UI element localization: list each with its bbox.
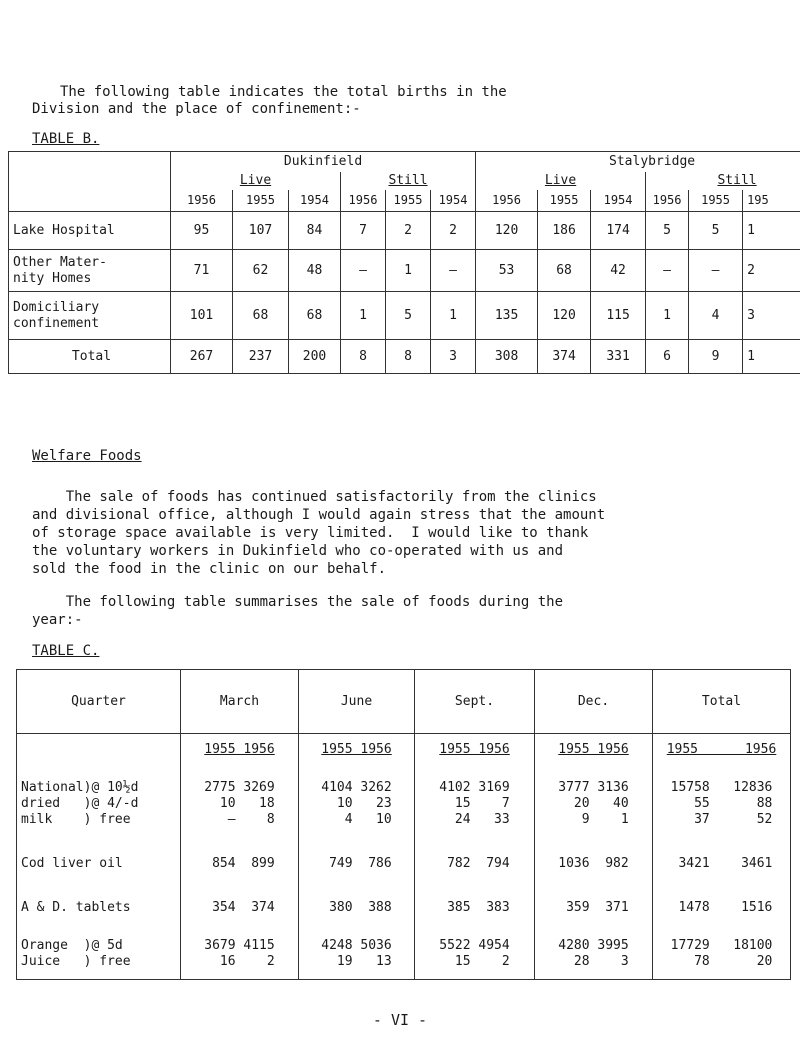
table-b-cell: 174 <box>591 212 646 250</box>
table-b-row-label: Domiciliary confinement <box>9 292 171 340</box>
welfare-para-1-line: sold the food in the clinic on our behalf. <box>32 561 387 577</box>
page-number: - VI - <box>372 1011 428 1029</box>
table-c-row-label: A & D. tablets <box>17 886 181 930</box>
table-b-cell: 71 <box>171 250 233 292</box>
table-b-wrapper <box>8 151 800 415</box>
welfare-para-1-line: and divisional office, although I would again stress that the amount <box>32 507 606 523</box>
table-c-cell-dec: 3777 3136 20 40 9 1 <box>535 766 653 842</box>
table-b-cell: 1 <box>341 292 386 340</box>
table-b-cell: 62 <box>233 250 289 292</box>
table-c-caption: TABLE C. <box>32 643 100 659</box>
table-b-cell: 4 <box>689 292 743 340</box>
dukinfield-still-header: Still <box>341 172 476 190</box>
table-b <box>8 151 800 374</box>
table-c-cell-dec: 4280 3995 28 3 <box>535 930 653 980</box>
table-b-row-label: Lake Hospital <box>9 212 171 250</box>
table-b-row <box>9 292 800 340</box>
table-b-row-label: Other Mater- nity Homes <box>9 250 171 292</box>
table-c-cell-dec: 359 371 <box>535 886 653 930</box>
welfare-para-2-line: year:- <box>32 612 83 628</box>
table-b-cell: 120 <box>538 292 591 340</box>
dukinfield-live-header: Live <box>171 172 341 190</box>
year-header: 1955 <box>386 190 431 212</box>
welfare-para-1-line: the voluntary workers in Dukinfield who co-operated with us and <box>32 543 564 559</box>
year-pair-total <box>653 734 791 766</box>
table-b-row <box>9 340 800 374</box>
table-b-cell: 7 <box>341 212 386 250</box>
table-c-cell-june: 380 388 <box>299 886 415 930</box>
table-c-row <box>17 842 791 886</box>
table-c-cell-march: 354 374 <box>181 886 299 930</box>
table-b-cell: 1 <box>431 292 476 340</box>
table-c <box>16 669 791 980</box>
welfare-para-2-line: The following table summarises the sale of foods during the <box>32 594 564 610</box>
table-b-cell: 200 <box>289 340 341 374</box>
table-c-cell-sept: 782 794 <box>415 842 535 886</box>
table-c-row-label: Cod liver oil <box>17 842 181 886</box>
welfare-para-1-line: The sale of foods has continued satisfactorily from the clinics <box>32 489 597 505</box>
table-b-cell: 331 <box>591 340 646 374</box>
table-b-cell: 5 <box>646 212 689 250</box>
table-c-cell-total: 17729 18100 78 20 <box>653 930 791 980</box>
year-header: 1955 <box>689 190 743 212</box>
table-b-row <box>9 250 800 292</box>
welfare-heading: Welfare Foods <box>32 448 142 464</box>
table-b-row <box>9 212 800 250</box>
table-c-row-label: Orange )@ 5d Juice ) free <box>17 930 181 980</box>
year-header: 195 <box>743 190 800 212</box>
table-b-cell: 9 <box>689 340 743 374</box>
table-b-cell: 2 <box>386 212 431 250</box>
table-b-cell: 267 <box>171 340 233 374</box>
table-c-row <box>17 766 791 842</box>
table-b-cell: 6 <box>646 340 689 374</box>
table-c-cell-june: 4104 3262 10 23 4 10 <box>299 766 415 842</box>
table-b-cell: 68 <box>233 292 289 340</box>
table-c-cell-march: 3679 4115 16 2 <box>181 930 299 980</box>
table-c-cell-sept: 385 383 <box>415 886 535 930</box>
table-b-cell: 53 <box>476 250 538 292</box>
table-b-row-label: Total <box>9 340 171 374</box>
table-b-cell: 8 <box>386 340 431 374</box>
table-c-cell-march: 2775 3269 10 18 – 8 <box>181 766 299 842</box>
year-pair-march: 1955 1956 <box>181 734 299 766</box>
table-c-cell-total: 1478 1516 <box>653 886 791 930</box>
table-b-cell: 1 <box>743 212 800 250</box>
table-b-corner <box>9 152 171 212</box>
stalybridge-live-header: Live <box>476 172 646 190</box>
total-year-1956: 1956 <box>744 742 777 758</box>
table-b-cell: 135 <box>476 292 538 340</box>
table-c-row-label: National)@ 10½d dried )@ 4/-d milk ) free <box>17 766 181 842</box>
table-c-cell-sept: 5522 4954 15 2 <box>415 930 535 980</box>
table-b-cell: 374 <box>538 340 591 374</box>
year-header: 1955 <box>233 190 289 212</box>
year-pair-june: 1955 1956 <box>299 734 415 766</box>
table-b-cell: 2 <box>743 250 800 292</box>
table-c-cell-june: 749 786 <box>299 842 415 886</box>
table-b-cell: 3 <box>743 292 800 340</box>
stalybridge-still-header: Still <box>646 172 800 190</box>
year-header: 1956 <box>476 190 538 212</box>
sept-header: Sept. <box>415 670 535 734</box>
dec-header: Dec. <box>535 670 653 734</box>
table-b-cell: 5 <box>386 292 431 340</box>
year-header: 1956 <box>646 190 689 212</box>
table-c-row <box>17 886 791 930</box>
table-c-cell-sept: 4102 3169 15 7 24 33 <box>415 766 535 842</box>
year-pair-sept: 1955 1956 <box>415 734 535 766</box>
year-header: 1954 <box>289 190 341 212</box>
table-b-cell: 186 <box>538 212 591 250</box>
table-b-cell: 120 <box>476 212 538 250</box>
year-pair-dec: 1955 1956 <box>535 734 653 766</box>
table-c-cell-total: 15758 12836 55 88 37 52 <box>653 766 791 842</box>
year-header: 1954 <box>591 190 646 212</box>
table-b-cell: 84 <box>289 212 341 250</box>
table-b-cell: 237 <box>233 340 289 374</box>
quarter-header: Quarter <box>17 670 181 734</box>
table-b-cell: 1 <box>386 250 431 292</box>
table-c-cell-june: 4248 5036 19 13 <box>299 930 415 980</box>
table-b-cell: 1 <box>743 340 800 374</box>
year-header: 1956 <box>341 190 386 212</box>
table-b-cell: 68 <box>538 250 591 292</box>
table-b-cell: 68 <box>289 292 341 340</box>
year-header: 1956 <box>171 190 233 212</box>
welfare-para-1-line: of storage space available is very limited. I would like to thank <box>32 525 589 541</box>
table-b-cell: 2 <box>431 212 476 250</box>
table-b-cell: – <box>689 250 743 292</box>
table-c-cell-total: 3421 3461 <box>653 842 791 886</box>
table-c-cell-march: 854 899 <box>181 842 299 886</box>
table-b-cell: 308 <box>476 340 538 374</box>
table-b-cell: 42 <box>591 250 646 292</box>
intro-line-2: Division and the place of confinement:- <box>32 101 361 117</box>
table-c-cell-dec: 1036 982 <box>535 842 653 886</box>
table-b-cell: 3 <box>431 340 476 374</box>
table-b-cell: – <box>341 250 386 292</box>
table-b-cell: 48 <box>289 250 341 292</box>
table-b-cell: 1 <box>646 292 689 340</box>
table-c-row <box>17 930 791 980</box>
dukinfield-header: Dukinfield <box>171 152 476 172</box>
stalybridge-header: Stalybridge <box>476 152 800 172</box>
table-b-cell: 115 <box>591 292 646 340</box>
year-header: 1955 <box>538 190 591 212</box>
total-header: Total <box>653 670 791 734</box>
march-header: March <box>181 670 299 734</box>
table-b-cell: – <box>646 250 689 292</box>
table-b-caption: TABLE B. <box>32 131 100 147</box>
table-b-cell: 5 <box>689 212 743 250</box>
table-c-year-row-blank <box>17 734 181 766</box>
table-b-cell: 107 <box>233 212 289 250</box>
june-header: June <box>299 670 415 734</box>
table-b-cell: 95 <box>171 212 233 250</box>
table-b-cell: – <box>431 250 476 292</box>
table-b-cell: 8 <box>341 340 386 374</box>
year-header: 1954 <box>431 190 476 212</box>
intro-line-1: The following table indicates the total births in the <box>60 84 507 100</box>
table-b-cell: 101 <box>171 292 233 340</box>
total-year-1955: 1955 <box>666 742 699 758</box>
